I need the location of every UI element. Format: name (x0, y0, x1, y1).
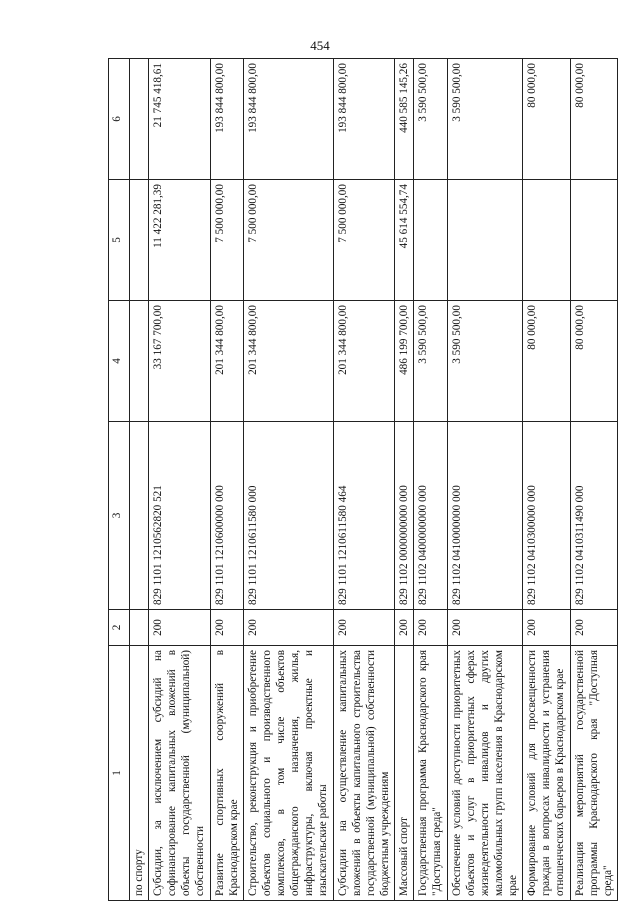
empty-cell (130, 59, 149, 180)
row-value-4: 201 344 800,00 (243, 301, 333, 422)
rotated-table-container (108, 59, 618, 901)
header-col-3: 3 (109, 422, 130, 610)
row-code: 829 1101 1210562820 521 (149, 422, 211, 610)
row-ministry: 200 (523, 610, 570, 646)
header-col-6: 6 (109, 59, 130, 180)
table-row (243, 59, 333, 901)
row-value-6: 3 590 500,00 (414, 59, 447, 180)
row-value-6: 193 844 800,00 (243, 59, 333, 180)
row-value-4: 80 000,00 (523, 301, 570, 422)
row-code: 829 1102 0410311490 000 (570, 422, 617, 610)
row-value-5: 7 500 000,00 (210, 180, 243, 301)
row-value-4: 3 590 500,00 (447, 301, 523, 422)
table-row (130, 59, 149, 901)
row-code: 829 1102 0410000000 000 (447, 422, 523, 610)
row-name: Массовый спорт (395, 646, 414, 901)
header-col-1: 1 (109, 646, 130, 901)
continuation-label: по спорту (130, 646, 149, 901)
row-ministry: 200 (149, 610, 211, 646)
header-col-5: 5 (109, 180, 130, 301)
row-value-4: 201 344 800,00 (333, 301, 395, 422)
row-code: 829 1101 1210611580 000 (243, 422, 333, 610)
row-value-4: 33 167 700,00 (149, 301, 211, 422)
table-row (395, 59, 414, 901)
row-ministry: 200 (333, 610, 395, 646)
row-name: Формирование условий для просвещенности граждан в вопросах инвалидности и устранения отношенческих барьеров в Краснодарском крае (523, 646, 570, 901)
row-ministry: 200 (210, 610, 243, 646)
header-col-2: 2 (109, 610, 130, 646)
row-code: 829 1102 0000000000 000 (395, 422, 414, 610)
row-value-5 (570, 180, 617, 301)
row-name: Обеспечение условий доступности приоритетных объектов и услуг в приоритетных сферах жизнедеятельности инвалидов и других маломобильных групп населения в Краснодарском крае (447, 646, 523, 901)
table-row (447, 59, 523, 901)
row-ministry: 200 (414, 610, 447, 646)
row-code: 829 1102 0410300000 000 (523, 422, 570, 610)
empty-cell (130, 610, 149, 646)
row-name: Строительство, реконструкция и приобретение объектов социального и производственного комплексов, в том числе объектов общегражданского назначения, жилья, инфраструктуры, включая проектные и изыскательские работы (243, 646, 333, 901)
row-value-5: 7 500 000,00 (333, 180, 395, 301)
row-code: 829 1101 1210611580 464 (333, 422, 395, 610)
row-value-5 (414, 180, 447, 301)
row-value-5: 7 500 000,00 (243, 180, 333, 301)
empty-cell (130, 180, 149, 301)
table-row (523, 59, 570, 901)
row-name: Развитие спортивных сооружений в Краснодарском крае (210, 646, 243, 901)
row-value-5 (523, 180, 570, 301)
row-value-4: 3 590 500,00 (414, 301, 447, 422)
row-ministry: 200 (570, 610, 617, 646)
row-name: Реализация мероприятий государственной программы Краснодарского края "Доступная среда" (570, 646, 617, 901)
table-row (149, 59, 211, 901)
row-ministry: 200 (395, 610, 414, 646)
table-row (414, 59, 447, 901)
row-ministry: 200 (243, 610, 333, 646)
row-value-5: 11 422 281,39 (149, 180, 211, 301)
table-row (570, 59, 617, 901)
row-code: 829 1101 1210600000 000 (210, 422, 243, 610)
row-value-6: 21 745 418,61 (149, 59, 211, 180)
row-value-4: 486 199 700,00 (395, 301, 414, 422)
row-value-4: 201 344 800,00 (210, 301, 243, 422)
header-col-4: 4 (109, 301, 130, 422)
row-value-5: 45 614 554,74 (395, 180, 414, 301)
empty-cell (130, 301, 149, 422)
row-value-6: 193 844 800,00 (210, 59, 243, 180)
row-value-6: 3 590 500,00 (447, 59, 523, 180)
row-name: Государственная программа Краснодарского края "Доступная среда" (414, 646, 447, 901)
table-wrapper (108, 59, 618, 901)
row-value-6: 440 585 145,26 (395, 59, 414, 180)
header-row (109, 59, 130, 901)
table-row (210, 59, 243, 901)
row-value-6: 80 000,00 (523, 59, 570, 180)
row-ministry: 200 (447, 610, 523, 646)
row-code: 829 1102 0400000000 000 (414, 422, 447, 610)
page-number: 454 (310, 38, 330, 53)
row-value-6: 80 000,00 (570, 59, 617, 180)
row-value-6: 193 844 800,00 (333, 59, 395, 180)
row-name: Субсидии на осуществление капитальных вложений в объекты капитального строительства государственной (муниципальной) собственности бюджетным учреждениям (333, 646, 395, 901)
table-row (333, 59, 395, 901)
row-name: Субсидии, за исключением субсидий на софинансирование капитальных вложений в объекты государственной (муниципальной) собственности (149, 646, 211, 901)
row-value-4: 80 000,00 (570, 301, 617, 422)
budget-table (108, 58, 618, 901)
row-value-5 (447, 180, 523, 301)
empty-cell (130, 422, 149, 610)
